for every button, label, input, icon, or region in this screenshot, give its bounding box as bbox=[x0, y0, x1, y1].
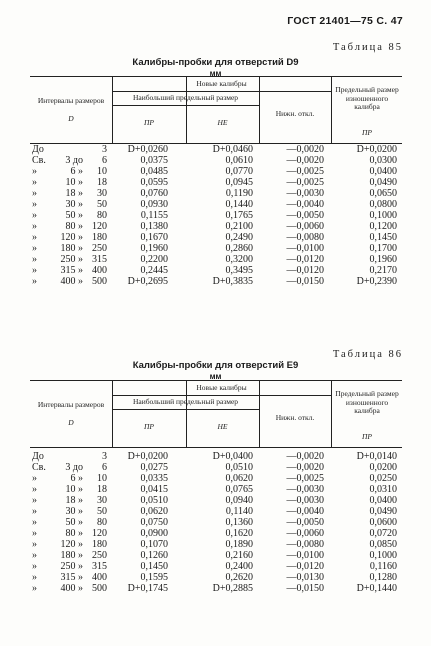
cell-prefix: » bbox=[32, 166, 37, 177]
header-pr: ПР bbox=[144, 422, 154, 431]
cell-from: 30 » bbox=[65, 199, 83, 210]
header-worn-symbol: ПР bbox=[362, 432, 372, 441]
cell-prefix: » bbox=[32, 276, 37, 287]
cell-to: 50 bbox=[97, 199, 107, 210]
cell-to: 120 bbox=[92, 528, 107, 539]
cell-prefix: » bbox=[32, 517, 37, 528]
cell-prefix: » bbox=[32, 528, 37, 539]
cell-to: 80 bbox=[97, 517, 107, 528]
table-row bbox=[30, 155, 402, 166]
table-row bbox=[30, 276, 402, 287]
table-caption: Калибры-пробки для отверстий Е9 bbox=[132, 360, 299, 371]
cell-worn: 0,1450 bbox=[369, 232, 397, 243]
cell-ne: 0,2620 bbox=[225, 572, 253, 583]
cell-pr: 0,0415 bbox=[140, 484, 168, 495]
cell-ne: 0,1765 bbox=[225, 210, 253, 221]
cell-pr: 0,0620 bbox=[140, 506, 168, 517]
cell-to: 3 bbox=[102, 144, 107, 155]
table-row bbox=[30, 254, 402, 265]
cell-prefix: » bbox=[32, 539, 37, 550]
cell-worn: 0,0400 bbox=[369, 495, 397, 506]
page-header: ГОСТ 21401—75 С. 47 bbox=[287, 15, 403, 27]
cell-worn: D+0,1440 bbox=[356, 583, 397, 594]
cell-to: 500 bbox=[92, 583, 107, 594]
header-divider bbox=[112, 395, 331, 396]
table-number: Таблица 85 bbox=[332, 42, 403, 53]
cell-worn: 0,0600 bbox=[369, 517, 397, 528]
cell-from: 3 до bbox=[65, 462, 83, 473]
cell-worn: 0,0490 bbox=[369, 177, 397, 188]
cell-lower-dev: —0,0020 bbox=[286, 144, 324, 155]
cell-lower-dev: —0,0020 bbox=[286, 451, 324, 462]
header-intervals-symbol: D bbox=[68, 114, 74, 123]
cell-prefix: » bbox=[32, 550, 37, 561]
cell-to: 6 bbox=[102, 462, 107, 473]
cell-pr: 0,0750 bbox=[140, 517, 168, 528]
cell-worn: 0,0490 bbox=[369, 506, 397, 517]
cell-to: 250 bbox=[92, 243, 107, 254]
cell-pr: 0,1595 bbox=[140, 572, 168, 583]
table-row bbox=[30, 210, 402, 221]
table-row bbox=[30, 561, 402, 572]
cell-prefix: » bbox=[32, 232, 37, 243]
cell-from: 120 » bbox=[60, 539, 83, 550]
cell-pr: 0,1260 bbox=[140, 550, 168, 561]
header-divider bbox=[331, 381, 332, 447]
cell-worn: D+0,0200 bbox=[356, 144, 397, 155]
cell-prefix: » bbox=[32, 243, 37, 254]
header-worn-gauge: Предельный размер изношенного калибра bbox=[335, 85, 399, 111]
cell-to: 18 bbox=[97, 177, 107, 188]
table-row bbox=[30, 177, 402, 188]
cell-lower-dev: —0,0025 bbox=[286, 177, 324, 188]
header-divider bbox=[112, 409, 259, 410]
cell-to: 400 bbox=[92, 572, 107, 583]
cell-to: 10 bbox=[97, 473, 107, 484]
table-unit: мм bbox=[209, 69, 222, 78]
cell-from: 6 » bbox=[70, 473, 83, 484]
cell-lower-dev: —0,0060 bbox=[286, 528, 324, 539]
cell-pr: 0,1380 bbox=[140, 221, 168, 232]
cell-pr: 0,0510 bbox=[140, 495, 168, 506]
cell-lower-dev: —0,0030 bbox=[286, 495, 324, 506]
cell-pr: 0,0900 bbox=[140, 528, 168, 539]
cell-worn: 0,1160 bbox=[369, 561, 397, 572]
header-lower-deviation: Нижн. откл. bbox=[275, 109, 315, 118]
cell-to: 500 bbox=[92, 276, 107, 287]
table-row bbox=[30, 528, 402, 539]
cell-lower-dev: —0,0030 bbox=[286, 484, 324, 495]
cell-from: 180 » bbox=[60, 550, 83, 561]
cell-ne: 0,2160 bbox=[225, 550, 253, 561]
cell-lower-dev: —0,0040 bbox=[286, 199, 324, 210]
cell-pr: D+0,1745 bbox=[127, 583, 168, 594]
table-row bbox=[30, 221, 402, 232]
header-new-gauges: Новые калибры bbox=[196, 383, 247, 392]
cell-from: 3 до bbox=[65, 155, 83, 166]
cell-lower-dev: —0,0100 bbox=[286, 243, 324, 254]
cell-pr: 0,0595 bbox=[140, 177, 168, 188]
cell-lower-dev: —0,0080 bbox=[286, 232, 324, 243]
cell-from: 250 » bbox=[60, 254, 83, 265]
cell-to: 315 bbox=[92, 561, 107, 572]
cell-prefix: До bbox=[32, 451, 44, 462]
cell-to: 400 bbox=[92, 265, 107, 276]
cell-ne: 0,2100 bbox=[225, 221, 253, 232]
cell-prefix: » bbox=[32, 221, 37, 232]
header-worn-gauge: Предельный размер изношенного калибра bbox=[335, 389, 399, 415]
cell-ne: 0,1440 bbox=[225, 199, 253, 210]
cell-from: 10 » bbox=[65, 484, 83, 495]
cell-lower-dev: —0,0080 bbox=[286, 539, 324, 550]
cell-from: 18 » bbox=[65, 495, 83, 506]
cell-prefix: » bbox=[32, 210, 37, 221]
table-row bbox=[30, 462, 402, 473]
cell-worn: 0,0310 bbox=[369, 484, 397, 495]
cell-lower-dev: —0,0025 bbox=[286, 473, 324, 484]
header-ne: НЕ bbox=[217, 118, 228, 127]
cell-prefix: » bbox=[32, 561, 37, 572]
cell-to: 10 bbox=[97, 166, 107, 177]
table-row bbox=[30, 583, 402, 594]
header-lower-deviation: Нижн. откл. bbox=[275, 413, 315, 422]
cell-ne: 0,0610 bbox=[225, 155, 253, 166]
cell-ne: 0,2400 bbox=[225, 561, 253, 572]
table-row bbox=[30, 243, 402, 254]
cell-worn: 0,0800 bbox=[369, 199, 397, 210]
cell-prefix: Св. bbox=[32, 462, 46, 473]
cell-lower-dev: —0,0150 bbox=[286, 583, 324, 594]
cell-from: 120 » bbox=[60, 232, 83, 243]
table-header bbox=[30, 380, 402, 448]
cell-lower-dev: —0,0120 bbox=[286, 265, 324, 276]
cell-from: 18 » bbox=[65, 188, 83, 199]
cell-prefix: » bbox=[32, 265, 37, 276]
cell-lower-dev: —0,0025 bbox=[286, 166, 324, 177]
cell-prefix: До bbox=[32, 144, 44, 155]
cell-prefix: » bbox=[32, 199, 37, 210]
cell-lower-dev: —0,0050 bbox=[286, 517, 324, 528]
cell-lower-dev: —0,0060 bbox=[286, 221, 324, 232]
table-row bbox=[30, 451, 402, 462]
cell-worn: 0,2170 bbox=[369, 265, 397, 276]
cell-from: 315 » bbox=[60, 572, 83, 583]
cell-ne: D+0,0400 bbox=[212, 451, 253, 462]
cell-from: 6 » bbox=[70, 166, 83, 177]
cell-to: 250 bbox=[92, 550, 107, 561]
header-pr: ПР bbox=[144, 118, 154, 127]
cell-prefix: Св. bbox=[32, 155, 46, 166]
cell-to: 50 bbox=[97, 506, 107, 517]
table-row bbox=[30, 495, 402, 506]
cell-pr: 0,2445 bbox=[140, 265, 168, 276]
cell-pr: D+0,0200 bbox=[127, 451, 168, 462]
table-row bbox=[30, 166, 402, 177]
header-ne: НЕ bbox=[217, 422, 228, 431]
cell-prefix: » bbox=[32, 572, 37, 583]
cell-pr: 0,1450 bbox=[140, 561, 168, 572]
cell-ne: 0,1190 bbox=[225, 188, 253, 199]
cell-to: 18 bbox=[97, 484, 107, 495]
cell-ne: D+0,0460 bbox=[212, 144, 253, 155]
table-row bbox=[30, 188, 402, 199]
cell-ne: 0,2490 bbox=[225, 232, 253, 243]
cell-prefix: » bbox=[32, 177, 37, 188]
cell-prefix: » bbox=[32, 254, 37, 265]
header-divider bbox=[112, 91, 331, 92]
cell-worn: 0,1700 bbox=[369, 243, 397, 254]
header-divider bbox=[112, 105, 259, 106]
cell-worn: 0,1000 bbox=[369, 550, 397, 561]
cell-to: 180 bbox=[92, 232, 107, 243]
cell-pr: 0,0485 bbox=[140, 166, 168, 177]
cell-to: 180 bbox=[92, 539, 107, 550]
cell-worn: 0,0300 bbox=[369, 155, 397, 166]
table-caption: Калибры-пробки для отверстий D9 bbox=[132, 57, 299, 68]
table-unit: мм bbox=[209, 372, 222, 381]
header-intervals: Интервалы размеров bbox=[37, 400, 105, 409]
cell-from: 180 » bbox=[60, 243, 83, 254]
cell-ne: 0,3495 bbox=[225, 265, 253, 276]
cell-from: 80 » bbox=[65, 528, 83, 539]
cell-prefix: » bbox=[32, 495, 37, 506]
cell-ne: 0,1360 bbox=[225, 517, 253, 528]
cell-pr: 0,1670 bbox=[140, 232, 168, 243]
cell-lower-dev: —0,0030 bbox=[286, 188, 324, 199]
table-row bbox=[30, 572, 402, 583]
table-row bbox=[30, 484, 402, 495]
cell-worn: D+0,2390 bbox=[356, 276, 397, 287]
cell-worn: 0,0200 bbox=[369, 462, 397, 473]
cell-ne: 0,0510 bbox=[225, 462, 253, 473]
cell-pr: 0,0375 bbox=[140, 155, 168, 166]
cell-from: 30 » bbox=[65, 506, 83, 517]
header-worn-symbol: ПР bbox=[362, 128, 372, 137]
cell-ne: 0,1620 bbox=[225, 528, 253, 539]
table-row bbox=[30, 506, 402, 517]
cell-pr: 0,1070 bbox=[140, 539, 168, 550]
cell-to: 30 bbox=[97, 495, 107, 506]
cell-from: 400 » bbox=[60, 583, 83, 594]
cell-prefix: » bbox=[32, 473, 37, 484]
cell-from: 50 » bbox=[65, 517, 83, 528]
cell-pr: D+0,0260 bbox=[127, 144, 168, 155]
cell-from: 315 » bbox=[60, 265, 83, 276]
table-row bbox=[30, 232, 402, 243]
cell-worn: 0,0400 bbox=[369, 166, 397, 177]
cell-ne: 0,0765 bbox=[225, 484, 253, 495]
cell-ne: 0,0620 bbox=[225, 473, 253, 484]
cell-pr: 0,0335 bbox=[140, 473, 168, 484]
cell-pr: 0,2200 bbox=[140, 254, 168, 265]
cell-ne: 0,3200 bbox=[225, 254, 253, 265]
table-row bbox=[30, 473, 402, 484]
cell-to: 120 bbox=[92, 221, 107, 232]
cell-prefix: » bbox=[32, 583, 37, 594]
cell-pr: 0,0760 bbox=[140, 188, 168, 199]
cell-worn: 0,0650 bbox=[369, 188, 397, 199]
cell-to: 30 bbox=[97, 188, 107, 199]
cell-lower-dev: —0,0100 bbox=[286, 550, 324, 561]
header-max-size: Наибольший предельный размер bbox=[132, 397, 239, 406]
table-row bbox=[30, 199, 402, 210]
cell-from: 80 » bbox=[65, 221, 83, 232]
cell-from: 250 » bbox=[60, 561, 83, 572]
cell-to: 3 bbox=[102, 451, 107, 462]
header-intervals: Интервалы размеров bbox=[37, 96, 105, 105]
header-new-gauges: Новые калибры bbox=[196, 79, 247, 88]
header-divider bbox=[331, 77, 332, 143]
cell-lower-dev: —0,0020 bbox=[286, 155, 324, 166]
cell-lower-dev: —0,0120 bbox=[286, 561, 324, 572]
cell-lower-dev: —0,0040 bbox=[286, 506, 324, 517]
cell-to: 315 bbox=[92, 254, 107, 265]
cell-from: 400 » bbox=[60, 276, 83, 287]
table-row bbox=[30, 517, 402, 528]
cell-worn: D+0,0140 bbox=[356, 451, 397, 462]
table-row bbox=[30, 265, 402, 276]
cell-lower-dev: —0,0020 bbox=[286, 462, 324, 473]
header-intervals-symbol: D bbox=[68, 418, 74, 427]
cell-worn: 0,0720 bbox=[369, 528, 397, 539]
cell-ne: 0,1140 bbox=[225, 506, 253, 517]
table-row bbox=[30, 550, 402, 561]
cell-ne: 0,0945 bbox=[225, 177, 253, 188]
table-row bbox=[30, 539, 402, 550]
cell-worn: 0,1960 bbox=[369, 254, 397, 265]
cell-worn: 0,1280 bbox=[369, 572, 397, 583]
cell-pr: 0,1960 bbox=[140, 243, 168, 254]
cell-ne: 0,0770 bbox=[225, 166, 253, 177]
table-header bbox=[30, 76, 402, 144]
cell-to: 6 bbox=[102, 155, 107, 166]
cell-ne: 0,2860 bbox=[225, 243, 253, 254]
header-max-size: Наибольший предельный размер bbox=[132, 93, 239, 102]
cell-ne: D+0,3835 bbox=[212, 276, 253, 287]
cell-lower-dev: —0,0120 bbox=[286, 254, 324, 265]
cell-prefix: » bbox=[32, 484, 37, 495]
cell-ne: 0,0940 bbox=[225, 495, 253, 506]
table-number: Таблица 86 bbox=[332, 349, 403, 360]
cell-to: 80 bbox=[97, 210, 107, 221]
cell-pr: 0,0930 bbox=[140, 199, 168, 210]
cell-from: 10 » bbox=[65, 177, 83, 188]
cell-worn: 0,1200 bbox=[369, 221, 397, 232]
cell-pr: 0,1155 bbox=[140, 210, 168, 221]
cell-pr: 0,0275 bbox=[140, 462, 168, 473]
cell-worn: 0,0850 bbox=[369, 539, 397, 550]
cell-worn: 0,0250 bbox=[369, 473, 397, 484]
cell-pr: D+0,2695 bbox=[127, 276, 168, 287]
cell-lower-dev: —0,0150 bbox=[286, 276, 324, 287]
cell-prefix: » bbox=[32, 506, 37, 517]
cell-lower-dev: —0,0130 bbox=[286, 572, 324, 583]
cell-ne: 0,1890 bbox=[225, 539, 253, 550]
cell-lower-dev: —0,0050 bbox=[286, 210, 324, 221]
cell-prefix: » bbox=[32, 188, 37, 199]
cell-ne: D+0,2885 bbox=[212, 583, 253, 594]
cell-worn: 0,1000 bbox=[369, 210, 397, 221]
cell-from: 50 » bbox=[65, 210, 83, 221]
table-row bbox=[30, 144, 402, 155]
